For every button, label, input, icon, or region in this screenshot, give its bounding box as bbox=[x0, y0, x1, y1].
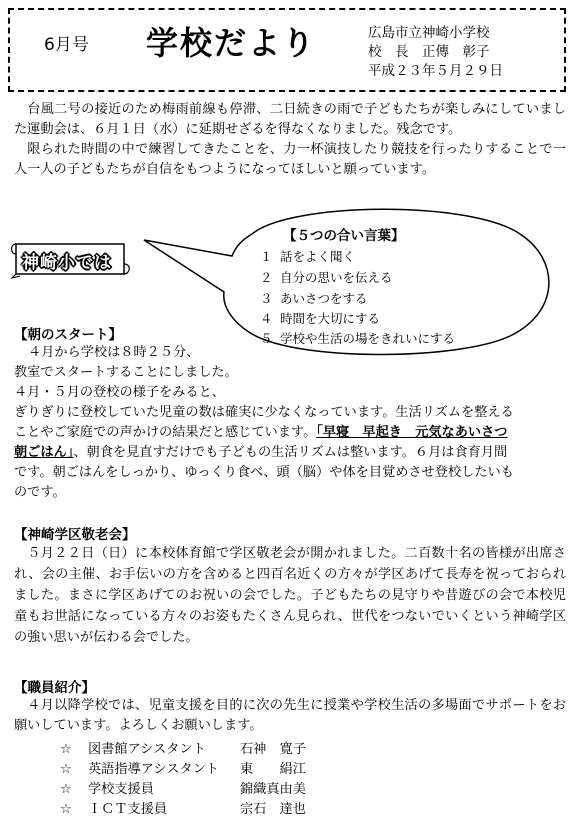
intro-section bbox=[14, 100, 566, 180]
slogan-title: 【５つの合い言葉】 bbox=[283, 228, 405, 244]
staff-row: ☆ 学校支援員 錦織真由美 bbox=[60, 782, 306, 797]
slogan-item: ４ 時間を大切にする bbox=[260, 311, 381, 326]
slogan-item: １ 話をよく聞く bbox=[260, 249, 356, 264]
morning-line-7: です。朝ごはんをしっかり、ゆっくり食べ、頭（脳）や体を目覚めさせ登校したいも bbox=[14, 465, 514, 480]
slogan-highlight: 「早寝 早起き 元気なあいさつ bbox=[316, 425, 508, 440]
slogan-item: ３ あいさつをする bbox=[260, 291, 368, 306]
morning-line-4: ぎりぎりに登校していた児童の数は確実に少なくなっています。生活リズムを整える bbox=[14, 405, 514, 420]
slogan-item: ５ 学校や生活の場をきれいにする bbox=[260, 331, 456, 346]
staff-row: ☆ 図書館アシスタント 石神 寛子 bbox=[60, 742, 306, 757]
morning-line-3: ４月・５月の登校の様子をみると、 bbox=[14, 385, 225, 400]
staff-heading: 【職員紹介】 bbox=[14, 680, 95, 696]
star-icon: ☆ bbox=[60, 802, 72, 817]
intro-paragraph-2: 限られた時間の中で練習してきたことを、力一杯演技したり競技を行ったりすることで一人一人の子どもたちが自信をもつようになってほしいと願っています。 bbox=[14, 142, 566, 177]
keirokai-paragraph: ５月２２日（日）に本校体育館で学区敬老会が開かれました。二百数十名の皆様が出席され、会の主催、お手伝いの方を含めると四百名近くの方々が学区あげて長寿を祝っておられました。まさに学区あげてのお祝いの会でした。子どもたちの見守りや昔遊びの会で本校児童もお世話になっている方々のお姿もたくさん見られ、世代をつないでいくという神崎学区の強い思いが伝わる会でした。 bbox=[14, 546, 566, 645]
issue-number: 6月号 bbox=[44, 35, 89, 55]
keirokai-heading: 【神崎学区敬老会】 bbox=[14, 527, 136, 543]
morning-line-1: ４月から学校は８時２５分、 bbox=[28, 345, 200, 360]
morning-line-2: 教室でスタートすることにしました。 bbox=[14, 365, 238, 380]
school-name: 広島市立神崎小学校 bbox=[368, 25, 490, 41]
staff-intro bbox=[14, 696, 566, 736]
slogan-item: ２ 自分の思いを伝える bbox=[260, 270, 393, 285]
morning-line-8: のです。 bbox=[14, 485, 66, 500]
morning-line-6: 朝ごはん」、朝食を見直すだけでも子どもの生活リズムは整います。６月は食育月間 bbox=[14, 445, 508, 460]
principal-name: 校 長 正傳 彰子 bbox=[368, 44, 490, 60]
star-icon: ☆ bbox=[60, 742, 72, 757]
slogan-highlight-cont: 朝ごはん」 bbox=[14, 445, 74, 460]
morning-heading: 【朝のスタート】 bbox=[14, 327, 122, 343]
keirokai-section bbox=[14, 543, 566, 648]
intro-paragraph-1: 台風二号の接近のため梅雨前線も停滞、二日続きの雨で子どもたちが楽しみにしていました運動会は、６月１日（水）に延期せざるを得なくなりました。残念です。 bbox=[14, 102, 566, 137]
newsletter-title: 学校だより bbox=[146, 24, 317, 62]
star-icon: ☆ bbox=[60, 762, 72, 777]
issue-date: 平成２３年５月２９日 bbox=[368, 63, 503, 79]
star-icon: ☆ bbox=[60, 782, 72, 797]
staff-paragraph: ４月以降学校では、児童支援を目的に次の先生に授業や学校生活の多場面でサポートをお願いしています。よろしくお願いします。 bbox=[14, 698, 566, 733]
staff-row: ☆ ＩＣＴ支援員 宗石 達也 bbox=[60, 802, 306, 817]
banner-label: 神崎小では bbox=[22, 253, 112, 273]
staff-row: ☆ 英語指導アシスタント 東 絹江 bbox=[60, 762, 306, 777]
morning-line-5: ことやご家庭での声かけの結果だと感じています。「早寝 早起き 元気なあいさつ bbox=[14, 425, 508, 440]
